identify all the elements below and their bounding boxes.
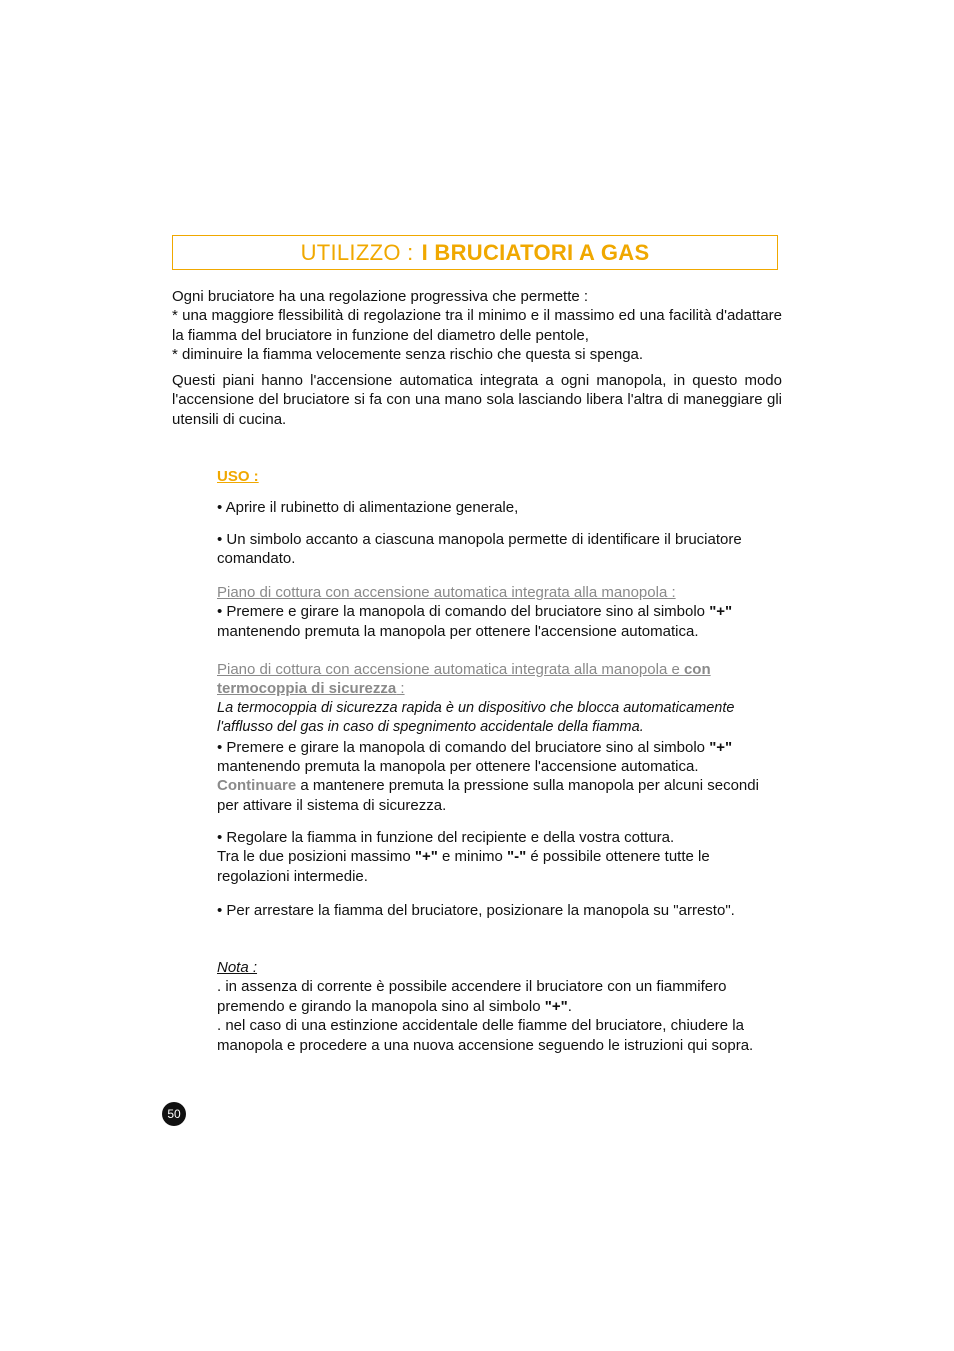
plus-symbol: "+" bbox=[709, 603, 733, 621]
intro-paragraph-2: Questi piani hanno l'accensione automatica integrata a ogni manopola, in questo modo l'accensione del bruciatore si fa con una mano sola lasciando libera l'altra di maneggiare gli utensili di cucina. bbox=[172, 372, 782, 428]
uso-bullet-1: • Aprire il rubinetto di alimentazione generale, bbox=[217, 499, 519, 516]
section-1-title: Piano di cottura con accensione automatica integrata alla manopola : bbox=[217, 584, 676, 601]
plus-symbol: "+" bbox=[709, 738, 733, 756]
plus-symbol: "+" bbox=[414, 848, 438, 866]
section-title-box bbox=[172, 235, 778, 270]
section-termocoppia bbox=[217, 660, 782, 815]
intro-line: Ogni bruciatore ha una regolazione progressiva che permette : bbox=[172, 288, 589, 305]
uso-heading: USO : bbox=[217, 468, 259, 485]
section-2-text: • Premere e girare la manopola di comando del bruciatore sino al simbolo "+" mantenendo premuta la manopola per ottenere l'accensione automatica. bbox=[217, 738, 733, 776]
section-accensione-automatica bbox=[217, 583, 782, 641]
page-number-badge: 50 bbox=[162, 1102, 186, 1126]
section-2-continue: Continuare a mantenere premuta la pressione sulla manopola per alcuni secondi per attivare il sistema di sicurezza. bbox=[217, 777, 759, 814]
section-2-description: La termocoppia di sicurezza rapida è un dispositivo che blocca automaticamente l'afflusso del gas in caso di spegnimento accidentale della fiamma. bbox=[217, 699, 735, 736]
section-title-light: UTILIZZO : bbox=[300, 239, 414, 265]
uso-bullet-2: • Un simbolo accanto a ciascuna manopola permette di identificare il bruciatore comandato. bbox=[217, 531, 742, 568]
minus-symbol: "-" bbox=[507, 848, 527, 866]
nota-block bbox=[217, 958, 782, 1055]
uso-bullet-3: • Regolare la fiamma in funzione del recipiente e della vostra cottura. Tra le due posizioni massimo "+" e minimo "-" é possibile ottenere tutte le regolazioni intermedie. bbox=[217, 829, 710, 885]
nota-heading: Nota : bbox=[217, 959, 258, 976]
intro-block bbox=[172, 287, 782, 365]
section-2-title: Piano di cottura con accensione automatica integrata alla manopola e con termocoppia di sicurezza : bbox=[217, 661, 711, 698]
plus-symbol: "+" bbox=[544, 997, 568, 1015]
intro-bullet-1: * una maggiore flessibilità di regolazione tra il minimo e il massimo ed una facilità d'adattare la fiamma del bruciatore in funzione del diametro delle pentole, bbox=[172, 307, 782, 344]
section-title-bold: I BRUCIATORI A GAS bbox=[421, 239, 650, 265]
nota-item-1: . in assenza di corrente è possibile accendere il bruciatore con un fiammifero premendo e girando la manopola sino al simbolo "+". bbox=[217, 978, 727, 1015]
uso-bullet-4: • Per arrestare la fiamma del bruciatore, posizionare la manopola su "arresto". bbox=[217, 902, 735, 919]
intro-bullet-2: * diminuire la fiamma velocemente senza rischio che questa si spenga. bbox=[172, 346, 644, 364]
section-1-text: • Premere e girare la manopola di comando del bruciatore sino al simbolo "+" mantenendo premuta la manopola per ottenere l'accensione automatica. bbox=[217, 603, 733, 640]
nota-item-2: . nel caso di una estinzione accidentale delle fiamme del bruciatore, chiudere la manopola e procedere a una nuova accensione seguendo le istruzioni qui sopra. bbox=[217, 1017, 754, 1054]
